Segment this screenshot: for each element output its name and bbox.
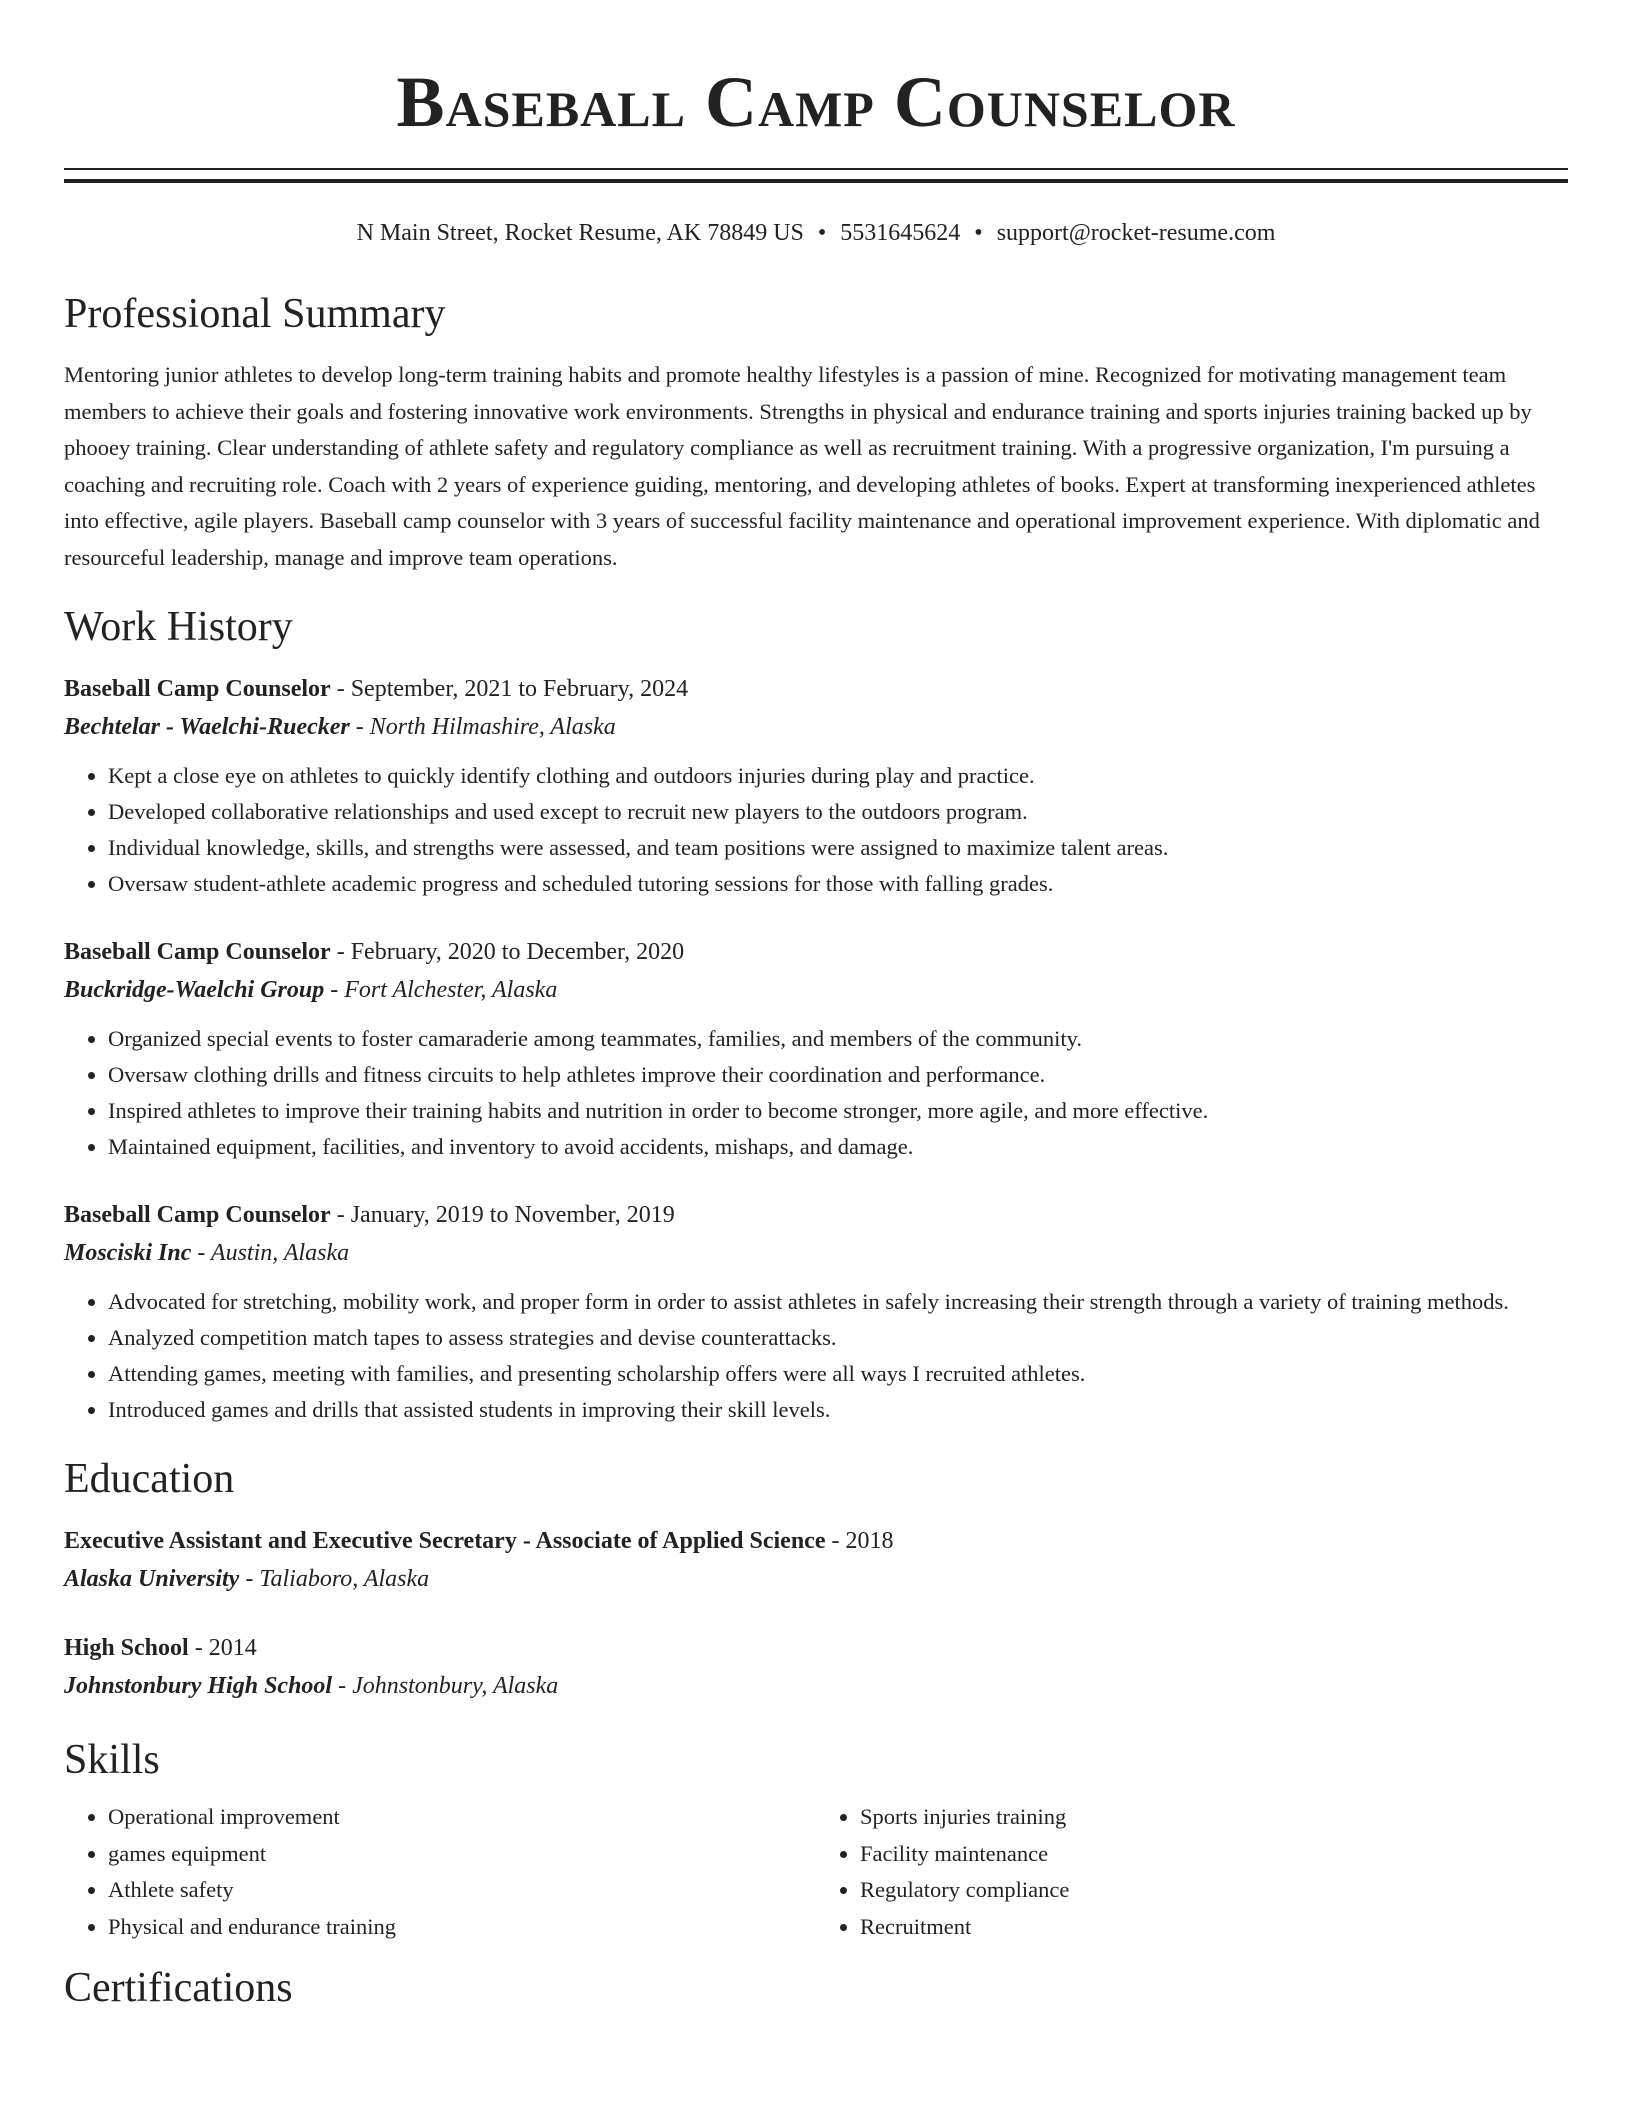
job-bullet: • Kept a close eye on athletes to quickly identify clothing and outdoors injuries during play and practice. — [108, 758, 1568, 794]
job-bullets — [64, 1284, 1568, 1428]
education-degree-line — [64, 1629, 1568, 1667]
job-bullet: • Analyzed competition match tapes to assess strategies and devise counterattacks. — [108, 1320, 1568, 1356]
education-year: - 2018 — [825, 1528, 894, 1554]
skill-item: • Recruitment — [860, 1909, 1568, 1946]
job-location: - Austin, Alaska — [191, 1240, 350, 1266]
job-employer-line — [64, 971, 1568, 1009]
job-employer: Mosciski Inc — [64, 1240, 192, 1266]
job-title-line — [64, 933, 1568, 971]
job-bullet: • Inspired athletes to improve their training habits and nutrition in order to become stronger, more agile, and more effective. — [108, 1093, 1568, 1129]
job-employer-line — [64, 1234, 1568, 1272]
header-divider — [64, 168, 1568, 183]
job-bullet: • Developed collaborative relationships and used except to recruit new players to the outdoors program. — [108, 794, 1568, 830]
job-bullet: • Oversaw student-athlete academic progress and scheduled tutoring sessions for those with falling grades. — [108, 866, 1568, 902]
job-employer: Bechtelar - Waelchi-Ruecker — [64, 714, 350, 740]
contact-phone: 5531645624 — [840, 220, 961, 246]
job-bullet: • Advocated for stretching, mobility work, and proper form in order to assist athletes in safely increasing their strength through a variety of training methods. — [108, 1284, 1568, 1320]
contact-line — [64, 217, 1568, 249]
education-school-line — [64, 1560, 1568, 1598]
job-entry — [64, 933, 1568, 1165]
education-degree: High School — [64, 1635, 189, 1661]
summary-text: Mentoring junior athletes to develop long-term training habits and promote healthy lifestyles is a passion of mine. Recognized for motivating management team members to achieve their goals and fostering innovative work environments. Strengths in physical and endurance training and sports injuries training backed up by phooey training. Clear understanding of athlete safety and regulatory compliance as well as recruitment training. With a progressive organization, I'm pursuing a coaching and recruiting role. Coach with 2 years of experience guiding, mentoring, and developing athletes of books. Expert at transforming inexperienced athletes into effective, agile players. Baseball camp counselor with 3 years of successful facility maintenance and operational improvement experience. With diplomatic and resourceful leadership, manage and improve team operations. — [64, 362, 1540, 570]
job-bullet: • Introduced games and drills that assisted students in improving their skill levels. — [108, 1392, 1568, 1428]
section-title-education: Education — [64, 1456, 235, 1502]
skill-item: • Physical and endurance training — [108, 1909, 816, 1946]
education-entry — [64, 1522, 1568, 1598]
job-position: Baseball Camp Counselor — [64, 939, 331, 965]
job-title-line — [64, 1196, 1568, 1234]
job-bullet: • Individual knowledge, skills, and strengths were assessed, and team positions were assigned to maximize talent areas. — [108, 830, 1568, 866]
job-bullet: • Attending games, meeting with families, and presenting scholarship offers were all ways I recruited athletes. — [108, 1356, 1568, 1392]
job-bullet: • Maintained equipment, facilities, and inventory to avoid accidents, mishaps, and damage. — [108, 1129, 1568, 1165]
job-dates: - February, 2020 to December, 2020 — [330, 939, 685, 965]
job-dates: - January, 2019 to November, 2019 — [330, 1202, 675, 1228]
education-degree-line — [64, 1522, 1568, 1560]
skills-grid — [64, 1799, 1568, 1945]
education-entry — [64, 1629, 1568, 1705]
job-title-line — [64, 670, 1568, 708]
skill-item: • Facility maintenance — [860, 1836, 1568, 1873]
education-school-line — [64, 1667, 1568, 1705]
section-title-work-history: Work History — [64, 604, 293, 650]
contact-separator: • — [974, 220, 983, 246]
resume-name: Baseball Camp Counselor — [396, 62, 1236, 142]
skill-item: • Athlete safety — [108, 1872, 816, 1909]
job-position: Baseball Camp Counselor — [64, 1202, 331, 1228]
job-employer: Buckridge-Waelchi Group — [64, 977, 325, 1003]
job-location: - Fort Alchester, Alaska — [324, 977, 558, 1003]
job-dates: - September, 2021 to February, 2024 — [330, 676, 689, 702]
job-location: - North Hilmashire, Alaska — [349, 714, 616, 740]
skill-item: • games equipment — [108, 1836, 816, 1873]
job-entry — [64, 670, 1568, 902]
skills-column-left — [64, 1799, 816, 1945]
job-position: Baseball Camp Counselor — [64, 676, 331, 702]
job-employer-line — [64, 708, 1568, 746]
skill-item: • Sports injuries training — [860, 1799, 1568, 1836]
contact-separator: • — [817, 220, 827, 246]
contact-address: N Main Street, Rocket Resume, AK 78849 US — [356, 220, 804, 246]
job-bullet: • Organized special events to foster camaraderie among teammates, families, and members of the community. — [108, 1021, 1568, 1057]
education-year: - 2014 — [188, 1635, 257, 1661]
education-degree: Executive Assistant and Executive Secretary - Associate of Applied Science — [64, 1528, 826, 1554]
job-bullets — [64, 758, 1568, 902]
education-school: Alaska University — [64, 1566, 240, 1592]
section-title-certifications: Certifications — [64, 1965, 293, 2011]
education-location: - Taliaboro, Alaska — [239, 1566, 430, 1592]
job-bullet: • Oversaw clothing drills and fitness circuits to help athletes improve their coordination and performance. — [108, 1057, 1568, 1093]
education-location: - Johnstonbury, Alaska — [332, 1673, 559, 1699]
education-school: Johnstonbury High School — [64, 1673, 333, 1699]
contact-email: support@rocket-resume.com — [996, 220, 1276, 246]
skills-column-right — [816, 1799, 1568, 1945]
job-bullets — [64, 1021, 1568, 1165]
skill-item: • Operational improvement — [108, 1799, 816, 1836]
skill-item: • Regulatory compliance — [860, 1872, 1568, 1909]
section-title-summary: Professional Summary — [64, 291, 446, 337]
section-title-skills: Skills — [64, 1737, 160, 1783]
job-entry — [64, 1196, 1568, 1428]
